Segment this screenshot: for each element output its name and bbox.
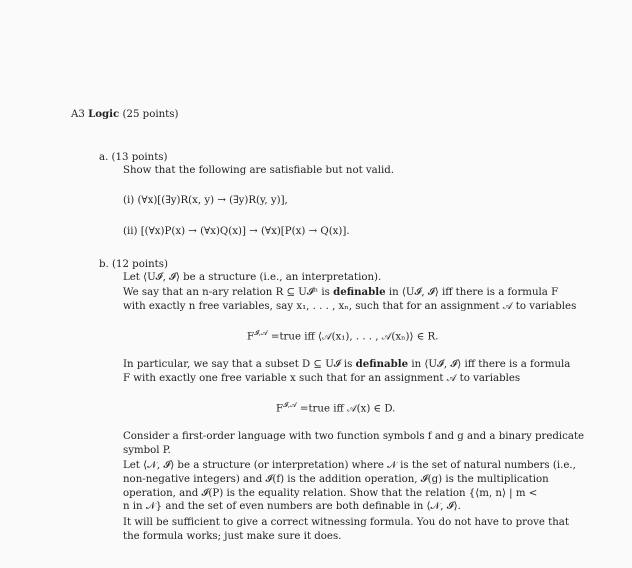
formula-item-ii: (ii) [(∀x)P(x) → (∀x)Q(x)] → (∀x)[P(x) → Q(x)]. xyxy=(123,226,350,237)
definition-subset xyxy=(123,358,571,386)
structure-line: Let ⟨𝒩, 𝓘⟩ be a structure (or interpretation) where 𝒩 is the set of natural numbers (i.e., xyxy=(123,460,576,471)
structure-line: non-negative integers) and 𝓘(f) is the addition operation, 𝓘(g) is the multiplication xyxy=(123,473,549,485)
definition-relation xyxy=(123,286,577,314)
closing-line: It will be sufficient to give a correct witnessing formula. You do not have to prove that xyxy=(123,517,569,528)
structure-line: operation, and 𝓘(P) is the equality relation. Show that the relation {⟨m, n⟩ | m < xyxy=(123,487,538,499)
language-line: symbol P. xyxy=(123,444,171,456)
part-b-label: b. (12 points) xyxy=(99,259,168,270)
definition-relation-line: We say that an n-ary relation R ⊆ U𝓘ⁿ is definable in ⟨U𝓘, 𝓘⟩ iff there is a formula F xyxy=(123,286,559,298)
problem-title: Logic xyxy=(88,108,120,120)
structure-description xyxy=(123,459,576,514)
part-b-intro: Let ⟨U𝓘, 𝓘⟩ be a structure (i.e., an interpretation). xyxy=(123,272,382,283)
part-a-label: a. (13 points) xyxy=(99,152,168,163)
problem-heading xyxy=(71,108,178,122)
formula-item-i: (i) (∀x)[(∃y)R(x, y) → (∃y)R(y, y)], xyxy=(123,195,288,206)
closing-line: the formula works; just make sure it does. xyxy=(123,530,342,542)
part-a-instruction: Show that the following are satisfiable but not valid. xyxy=(123,165,395,176)
structure-line: n in 𝒩} and the set of even numbers are both definable in ⟨𝒩, 𝓘⟩. xyxy=(123,501,461,513)
language-description xyxy=(123,430,585,458)
language-line: Consider a first-order language with two function symbols f and g and a binary predicate xyxy=(123,431,585,442)
formula-relation-definable: $F^{𝓘,𝒜}$ =true iff ⟨𝒜(x₁), . . . , 𝒜(xₙ)⟩ ∈ R. xyxy=(247,329,439,343)
problem-id: A3 xyxy=(71,109,85,120)
problem-points: (25 points) xyxy=(122,109,179,120)
definition-subset-line: In particular, we say that a subset D ⊆ U𝓘 is definable in ⟨U𝓘, 𝓘⟩ iff there is a formula xyxy=(123,358,571,370)
definition-subset-line: F with exactly one free variable x such that for an assignment 𝒜 to variables xyxy=(123,372,521,384)
formula-subset-definable: $F^{𝓘,𝒜}$ =true iff 𝒜(x) ∈ D. xyxy=(276,401,396,415)
closing-note xyxy=(123,516,569,544)
definition-relation-line: with exactly n free variables, say x₁, . . . , xₙ, such that for an assignment 𝒜 to variables xyxy=(123,300,577,312)
